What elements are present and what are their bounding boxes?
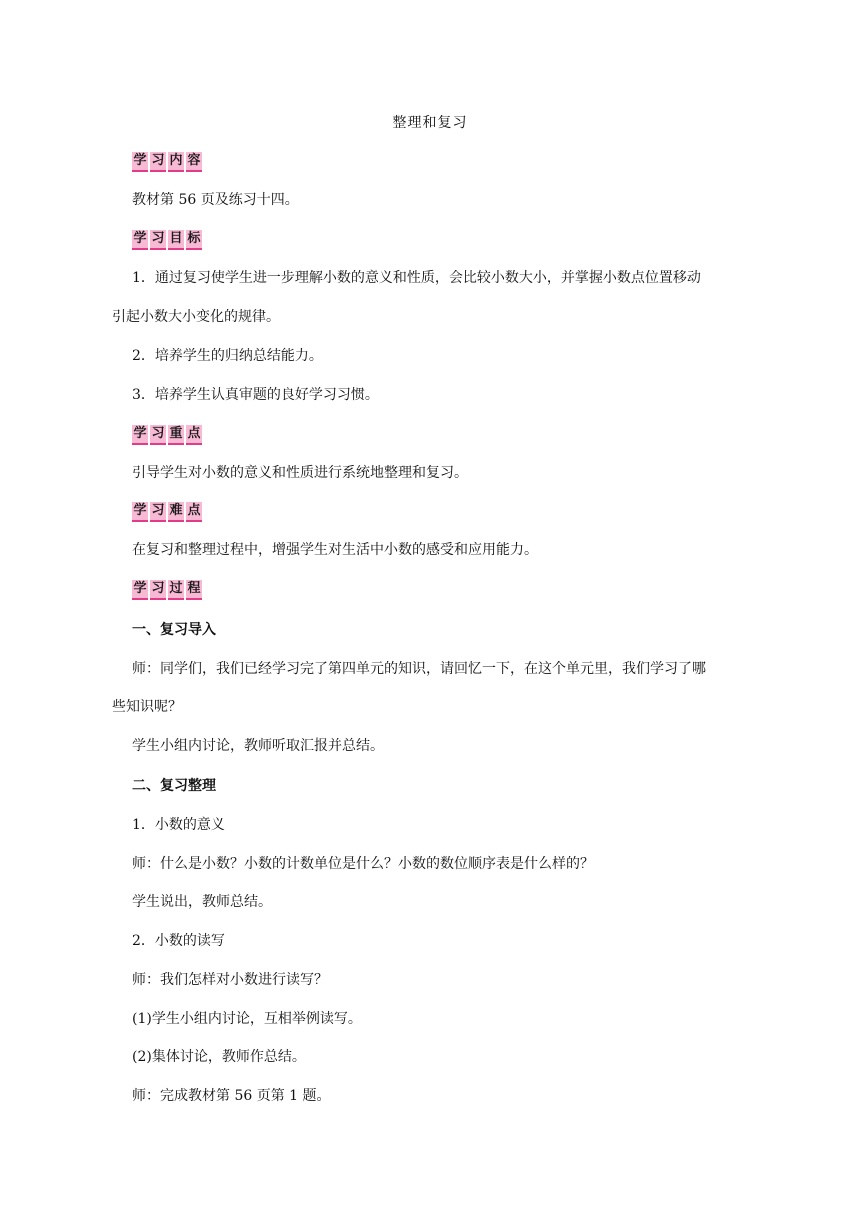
key-text: 引导学生对小数的意义和性质进行系统地整理和复习。 xyxy=(132,465,468,481)
section-tag-difficulty xyxy=(132,502,204,524)
tag-char: 容 xyxy=(186,152,202,172)
tag-char: 学 xyxy=(132,502,148,522)
tag-char: 重 xyxy=(168,425,184,445)
section-2-item-1: 1．小数的意义 xyxy=(132,817,225,833)
tag-char: 学 xyxy=(132,152,148,172)
section-2-question-2: 师：我们怎样对小数进行读写？ xyxy=(132,972,328,988)
section-2-question-1: 师：什么是小数？小数的计数单位是什么？小数的数位顺序表是什么样的？ xyxy=(132,856,594,872)
section-2-item-2: 2．小数的读写 xyxy=(132,933,225,949)
goal-1-line-2: 引起小数大小变化的规律。 xyxy=(112,309,280,325)
section-2-step-1: (1)学生小组内讨论，互相举例读写。 xyxy=(132,1011,362,1027)
section-1-paragraph-1-line-1: 师：同学们，我们已经学习完了第四单元的知识，请回忆一下，在这个单元里，我们学习了哪 xyxy=(132,661,706,677)
goal-3: 3．培养学生认真审题的良好学习习惯。 xyxy=(132,387,379,403)
tag-char: 学 xyxy=(132,425,148,445)
difficulty-text: 在复习和整理过程中，增强学生对生活中小数的感受和应用能力。 xyxy=(132,542,538,558)
tag-char: 习 xyxy=(150,230,166,250)
section-tag-process xyxy=(132,580,204,602)
tag-char: 内 xyxy=(168,152,184,172)
section-2-answer-1: 学生说出，教师总结。 xyxy=(132,894,272,910)
goal-1-line-1: 1．通过复习使学生进一步理解小数的意义和性质，会比较小数大小，并掌握小数点位置移动 xyxy=(132,270,701,286)
tag-char: 习 xyxy=(150,502,166,522)
tag-char: 习 xyxy=(150,152,166,172)
tag-char: 点 xyxy=(186,425,202,445)
section-1-heading: 一、复习导入 xyxy=(132,622,216,638)
section-1-paragraph-1-line-2: 些知识呢？ xyxy=(112,699,182,715)
section-2-heading: 二、复习整理 xyxy=(132,778,216,794)
page-title: 整理和复习 xyxy=(392,115,468,131)
section-tag-content xyxy=(132,152,204,174)
goal-2: 2．培养学生的归纳总结能力。 xyxy=(132,348,323,364)
tag-char: 难 xyxy=(168,502,184,522)
tag-char: 点 xyxy=(186,502,202,522)
tag-char: 学 xyxy=(132,230,148,250)
tag-char: 过 xyxy=(168,580,184,600)
section-tag-key xyxy=(132,425,204,447)
tag-char: 习 xyxy=(150,580,166,600)
section-1-paragraph-2: 学生小组内讨论，教师听取汇报并总结。 xyxy=(132,738,384,754)
tag-char: 习 xyxy=(150,425,166,445)
tag-char: 学 xyxy=(132,580,148,600)
section-tag-goals xyxy=(132,230,204,252)
section-2-task: 师：完成教材第 56 页第 1 题。 xyxy=(132,1088,331,1104)
tag-char: 标 xyxy=(186,230,202,250)
section-2-step-2: (2)集体讨论，教师作总结。 xyxy=(132,1049,306,1065)
tag-char: 程 xyxy=(186,580,202,600)
content-text: 教材第 56 页及练习十四。 xyxy=(132,192,299,208)
tag-char: 目 xyxy=(168,230,184,250)
